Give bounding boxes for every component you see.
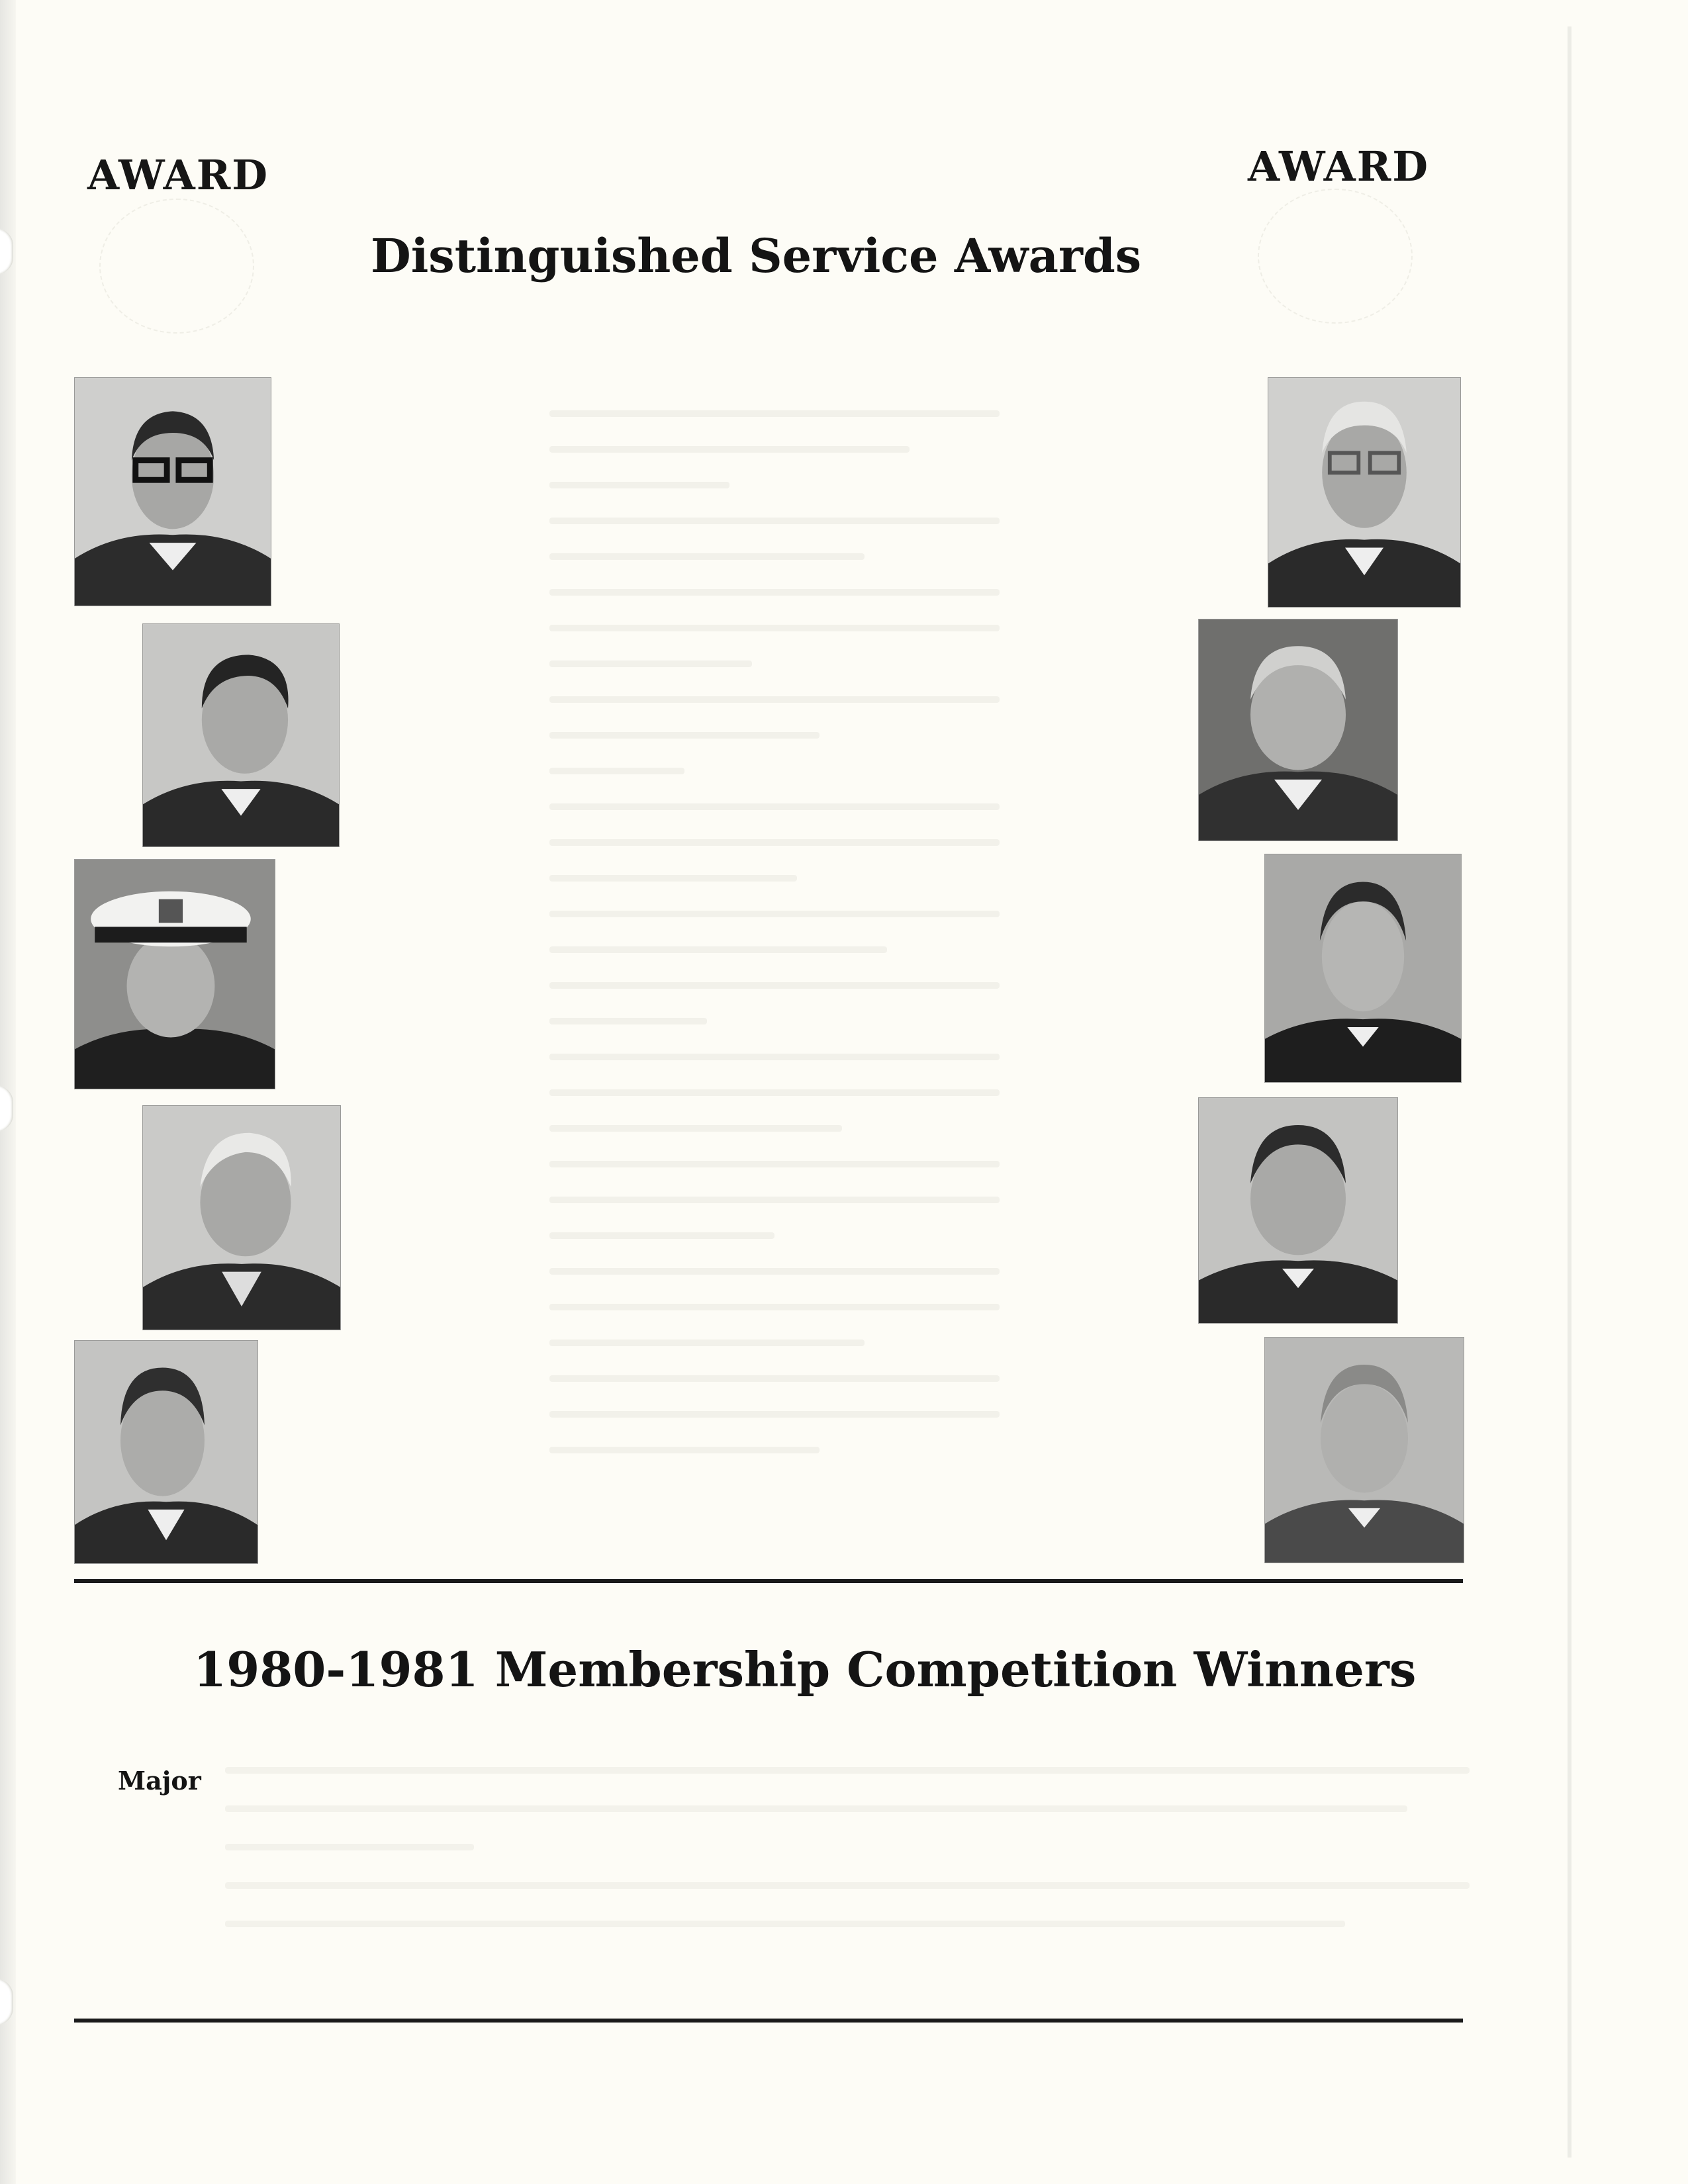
portrait-photo-left-4 [142,1105,341,1330]
faded-text-block [549,410,1000,1482]
portrait-photo-right-2 [1198,619,1398,841]
section-divider [74,2019,1463,2023]
award-emblem-left [99,199,254,334]
competition-title: 1980-1981 Membership Competition Winners [193,1641,1417,1698]
award-label-left: AWARD [87,151,269,199]
portrait-photo-right-3 [1264,854,1462,1083]
portrait-photo-left-2 [142,623,340,847]
section-divider [74,1579,1463,1583]
portrait-photo-left-3 [74,859,275,1089]
faded-winners-list [225,1767,1470,1959]
portrait-photo-right-4 [1198,1097,1398,1324]
page-title: Distinguished Service Awards [371,228,1142,283]
portrait-photo-left-1 [74,377,271,606]
award-emblem-right [1258,189,1413,324]
page-edge-shadow [1568,26,1571,2158]
portrait-photo-right-1 [1268,377,1461,608]
category-label-major: Major [118,1766,201,1796]
portrait-photo-right-5 [1264,1337,1464,1563]
portrait-photo-left-5 [74,1340,258,1564]
award-label-right: AWARD [1248,142,1430,191]
